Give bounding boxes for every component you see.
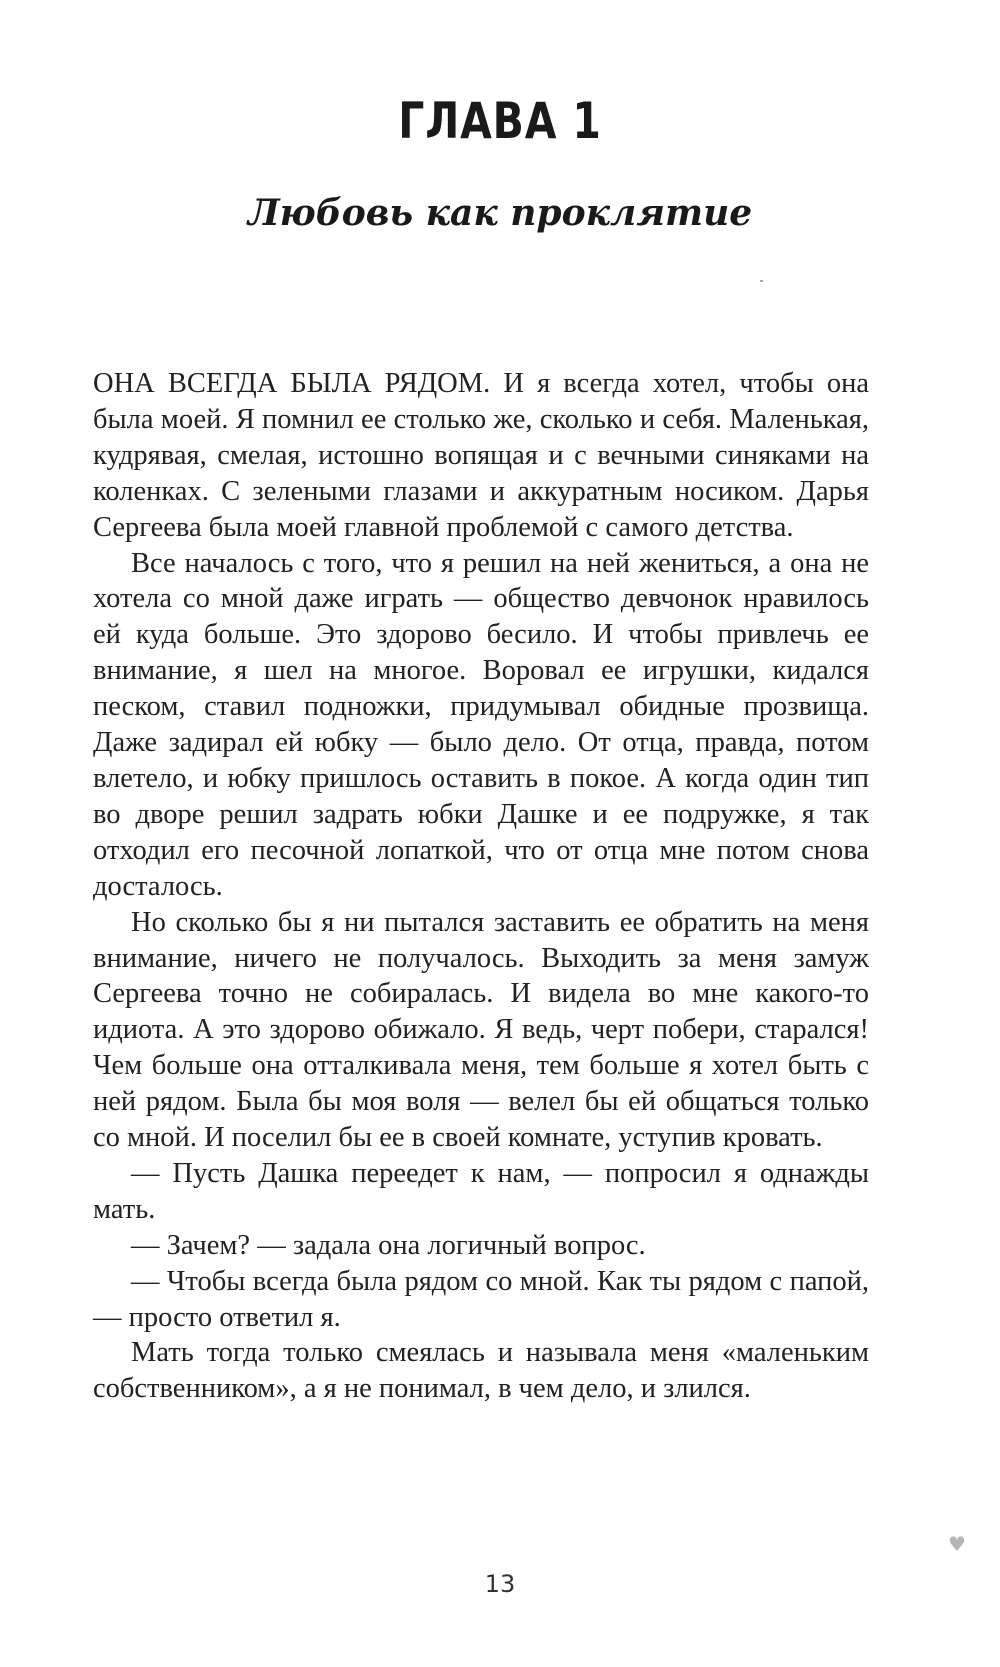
paragraph-3: Но сколько бы я ни пытался заставить ее обратить на меня внимание, ничего не получалось. Выходить за меня замуж Сергеева точно не собиралась. И видела во мне какого-то идиота. А это здорово обижало. Я ведь, черт побери, старался! Чем больше она отталкивала меня, тем больше я хотел быть с ней рядом. Была бы моя воля — велел бы ей общаться только со мной. И поселил бы ее в своей комнате, уступив кровать. — [93, 906, 869, 1154]
chapter-body — [93, 366, 869, 1407]
dialogue-line-2: — Зачем? — задала она логичный вопрос. — [131, 1229, 646, 1261]
page-number: 13 — [484, 1570, 516, 1598]
chapter-title: ГЛАВА 1 — [398, 92, 602, 150]
chapter-subtitle: Любовь как проклятие — [247, 192, 753, 234]
paragraph-1: ОНА ВСЕГДА БЫЛА РЯДОМ. И я всегда хотел, чтобы она была моей. Я помнил ее столько же, сколько и себя. Маленькая, кудрявая, смелая, истошно вопящая и с вечными синяками на коленках. С зелеными глазами и аккуратным носиком. Дарья Сергеева была моей главной проблемой с самого детства. — [93, 368, 869, 543]
dialogue-line-3: — Чтобы всегда была рядом со мной. Как ты рядом с папой, — просто ответил я. — [93, 1265, 869, 1333]
dialogue-line-1: — Пусть Дашка переедет к нам, — попросил я однажды мать. — [93, 1157, 869, 1225]
print-speck — [760, 280, 763, 282]
paragraph-7: Мать тогда только смеялась и называла меня «маленьким собственником», а я не понимал, в чем дело, и злился. — [93, 1337, 869, 1405]
paragraph-2: Все началось с того, что я решил на ней жениться, а она не хотела со мной даже играть — общество девчонок нравилось ей куда больше. Это здорово бесило. И чтобы привлечь ее внимание, я шел на многое. Воровал ее игрушки, кидался песком, ставил подножки, придумывал обидные прозвища. Даже задирал ей юбку — было дело. От отца, правда, потом влетело, и юбку пришлось оставить в покое. А когда один тип во дворе решил задрать юбки Дашке и ее подружке, я так отходил его песочной лопаткой, что от отца мне потом снова досталось. — [93, 547, 869, 902]
heart-icon: ♥ — [948, 1532, 966, 1556]
